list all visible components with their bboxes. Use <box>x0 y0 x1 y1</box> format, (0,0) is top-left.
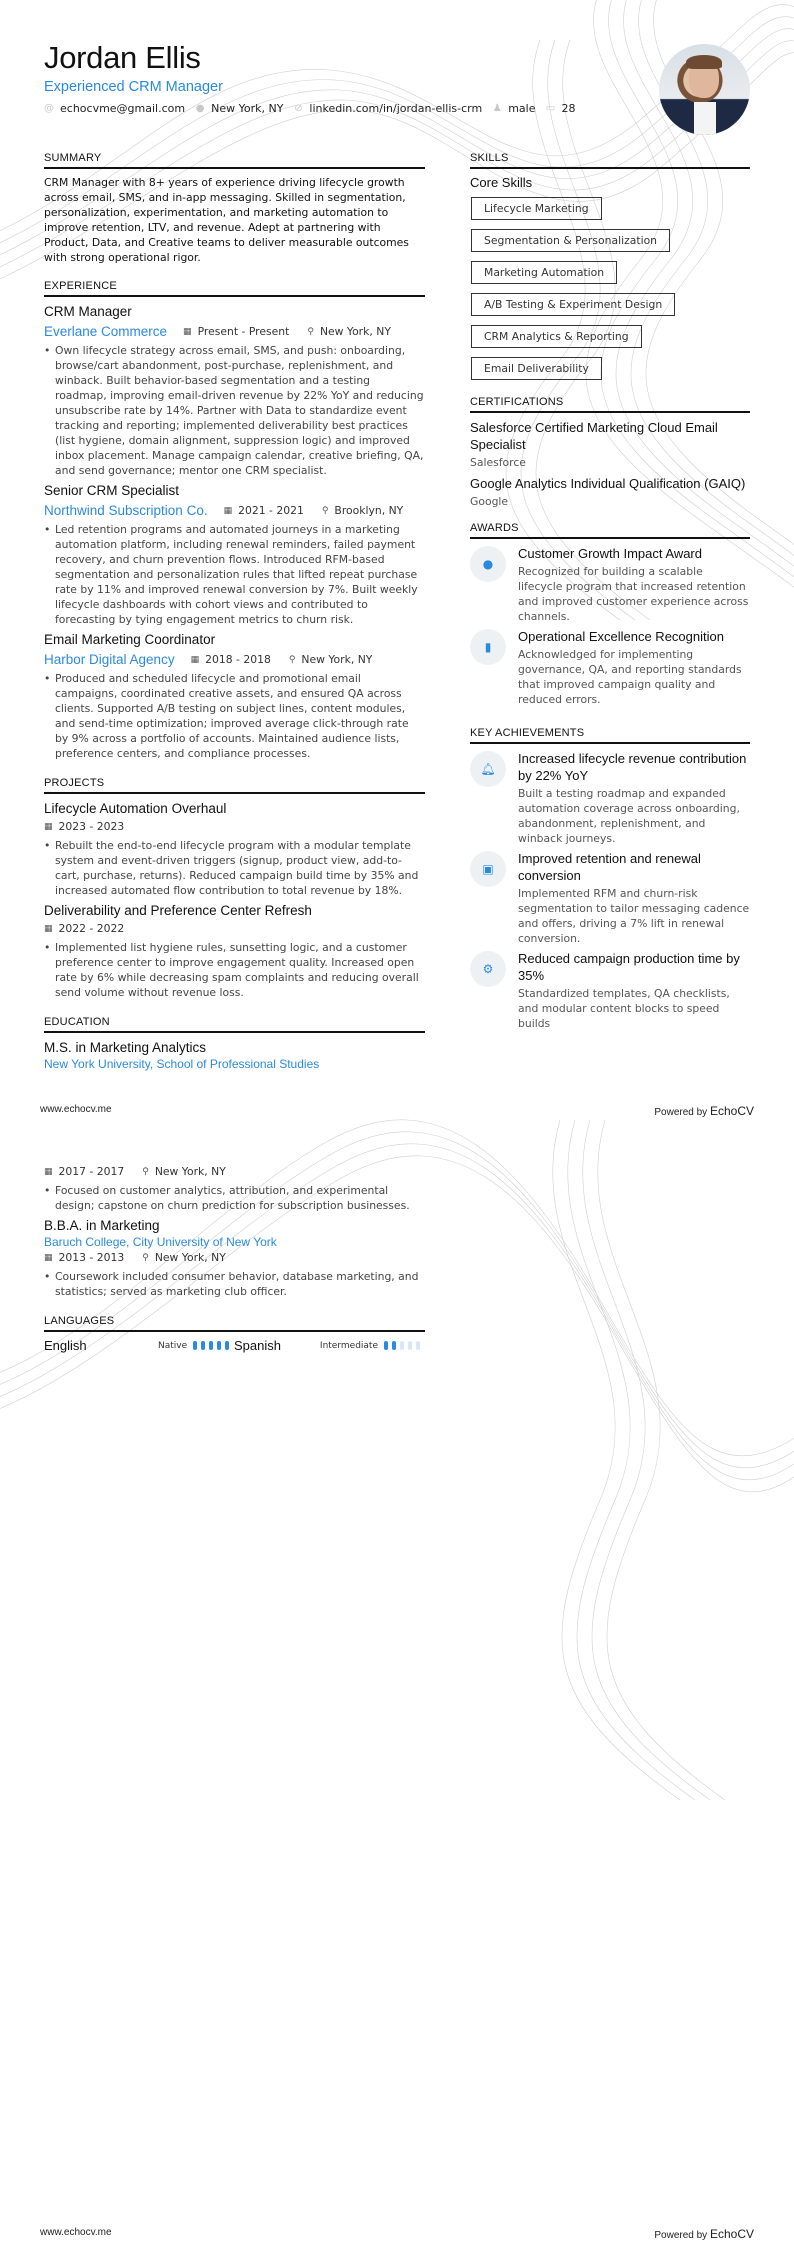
award-desc: Acknowledged for implementing governance, QA, and reporting standards that improved campaign quality and reduced errors. <box>518 648 742 706</box>
education-item <box>44 1217 425 1299</box>
contact-email[interactable] <box>44 102 185 115</box>
link-icon: ⊘ <box>294 103 303 114</box>
skill-tag: Lifecycle Marketing <box>471 197 602 220</box>
contact-location <box>195 102 283 115</box>
education-school: New York University, School of Professional Studies <box>44 1057 320 1071</box>
project-item <box>44 800 425 898</box>
section-heading: CERTIFICATIONS <box>470 396 750 413</box>
company-name: Everlane Commerce <box>44 324 168 339</box>
footer-website[interactable]: www.echocv.me <box>40 1104 112 1115</box>
calendar-icon: ▦ <box>44 1253 53 1263</box>
terminal-icon: ▣ <box>482 862 494 876</box>
achievement-title: Increased lifecycle revenue contribution by 22% YoY <box>518 751 747 783</box>
skill-tag: Email Deliverability <box>471 357 602 380</box>
cert-org: Salesforce <box>470 456 526 469</box>
summary-section <box>44 152 425 265</box>
job-bullet: • Own lifecycle strategy across email, SMS, and push: onboarding, browse/cart abandonment, post-purchase, replenishment, and winback. Built behavior-based segmentation and a testing roadmap, improving email-driven revenue by 22% YoY and reducing unsubscribe rate by 14%. Partner with Data to standardize event tracking and reporting; implemented deliverability best practices (list hygiene, domain alignment, suppression logic) and improved inbox placement. Manage campaign calendar, creative briefing, QA, and send governance; mentor one CRM specialist. <box>44 344 424 477</box>
calendar-icon: ▦ <box>44 924 53 934</box>
education-dates: 2017 - 2017 <box>58 1165 125 1178</box>
gear-icon: ⚙ <box>482 962 494 976</box>
languages-section <box>44 1315 425 1353</box>
section-heading: EXPERIENCE <box>44 280 425 297</box>
candidate-title: Experienced CRM Manager <box>44 79 223 95</box>
location-pin-icon: ● <box>195 103 205 114</box>
job-role: CRM Manager <box>44 304 132 319</box>
skill-tag: Marketing Automation <box>471 261 617 284</box>
job-role: Email Marketing Coordinator <box>44 632 216 647</box>
section-heading: EDUCATION <box>44 1016 425 1033</box>
project-title: Deliverability and Preference Center Refresh <box>44 903 312 918</box>
contact-gender-value: male <box>508 102 536 115</box>
award-desc: Recognized for building a scalable lifecycle program that increased retention and improved customer experience across channels. <box>518 565 749 623</box>
location-pin-icon: ⚲ <box>142 1253 149 1263</box>
job-role: Senior CRM Specialist <box>44 483 180 498</box>
job-dates: Present - Present <box>197 325 290 338</box>
education-bullet: • Focused on customer analytics, attribution, and experimental design; capstone on churn prediction for subscription businesses. <box>44 1184 410 1212</box>
award-item <box>470 628 750 707</box>
proficiency-pips <box>193 1341 233 1350</box>
skills-group-title: Core Skills <box>470 175 533 190</box>
location-pin-icon: ⚲ <box>142 1167 149 1177</box>
footer-brand: EchoCV <box>709 1104 754 1118</box>
education-location: New York, NY <box>154 1251 226 1264</box>
calendar-icon: ▦ <box>223 506 233 516</box>
section-heading: AWARDS <box>470 522 750 539</box>
experience-item <box>44 482 425 627</box>
profile-photo <box>659 44 750 135</box>
projects-section <box>44 777 425 1000</box>
skill-tag: A/B Testing & Experiment Design <box>471 293 675 316</box>
project-dates: 2023 - 2023 <box>58 820 125 833</box>
contact-email-value: echocvme@gmail.com <box>60 102 186 115</box>
job-bullet: • Produced and scheduled lifecycle and promotional email campaigns, coordinated creative assets, and ensured QA across clients. Supported A/B testing on subject lines, content modules, and send-time optimization; improved average click-through rate by 9% across a portfolio of accounts. Maintained audience lists, preference centers, and compliance processes. <box>44 672 409 760</box>
page-footer-2 <box>40 2227 754 2241</box>
language-item <box>234 1338 424 1353</box>
contact-gender <box>492 102 535 115</box>
left-column-page-2 <box>44 1163 425 1353</box>
calendar-icon: ▦ <box>183 327 192 337</box>
education-bullet: • Coursework included consumer behavior, database marketing, and statistics; served as marketing club officer. <box>44 1270 419 1298</box>
project-dates: 2022 - 2022 <box>58 922 125 935</box>
calendar-icon: ▦ <box>44 1167 53 1177</box>
experience-section <box>44 280 425 761</box>
bookmark-icon: ▮ <box>484 640 492 654</box>
job-dates: 2018 - 2018 <box>205 653 271 666</box>
contact-age <box>545 102 575 115</box>
experience-item <box>44 303 425 478</box>
job-location: New York, NY <box>301 653 373 666</box>
language-level: Intermediate <box>319 1340 378 1351</box>
award-title: Customer Growth Impact Award <box>518 546 702 561</box>
awards-section <box>470 522 750 707</box>
skills-section <box>470 152 750 386</box>
proficiency-pips <box>384 1341 424 1350</box>
calendar-icon: ▦ <box>190 655 200 665</box>
achievement-desc: Implemented RFM and churn-risk segmentation to tailor messaging cadence and offers, driving a 7% lift in renewal conversion. <box>518 887 750 945</box>
company-name: Northwind Subscription Co. <box>44 503 208 518</box>
achievement-item <box>470 750 750 846</box>
footer-brand: EchoCV <box>709 2227 754 2241</box>
skill-tag: CRM Analytics & Reporting <box>471 325 642 348</box>
section-heading: SKILLS <box>470 152 750 169</box>
award-item <box>470 545 750 624</box>
achievement-desc: Standardized templates, QA checklists, and modular content blocks to speed builds <box>518 987 730 1030</box>
section-heading: SUMMARY <box>44 152 425 169</box>
achievement-item <box>470 850 750 946</box>
footer-powered-by: Powered by <box>654 2230 708 2241</box>
project-title: Lifecycle Automation Overhaul <box>44 801 227 816</box>
contact-list <box>44 102 585 115</box>
footer-powered-by: Powered by <box>654 1107 708 1118</box>
skill-list <box>470 194 750 386</box>
location-pin-icon: ⚲ <box>307 327 314 337</box>
project-item <box>44 902 425 1000</box>
cert-title: Google Analytics Individual Qualification (GAIQ) <box>470 476 746 491</box>
bell-icon: 🔔︎ <box>480 762 496 776</box>
education-location: New York, NY <box>154 1165 226 1178</box>
skill-tag: Segmentation & Personalization <box>471 229 670 252</box>
section-heading: LANGUAGES <box>44 1315 425 1332</box>
candidate-name: Jordan Ellis <box>44 40 201 75</box>
right-column <box>470 152 750 1035</box>
certifications-section <box>470 396 750 508</box>
education-degree: B.B.A. in Marketing <box>44 1218 160 1233</box>
at-icon: @ <box>44 103 54 114</box>
language-level: Native <box>158 1340 188 1351</box>
achievement-item <box>470 950 750 1031</box>
language-item <box>44 1338 234 1353</box>
contact-linkedin[interactable] <box>293 102 482 115</box>
education-dates: 2013 - 2013 <box>58 1251 125 1264</box>
contact-location-value: New York, NY <box>211 102 284 115</box>
achievement-title: Reduced campaign production time by 35% <box>518 951 740 983</box>
left-column <box>44 152 425 1071</box>
calendar-icon: ▦ <box>44 822 53 832</box>
calendar-icon: ▭ <box>545 103 556 114</box>
location-pin-icon: ⚲ <box>321 506 329 516</box>
project-bullet: • Rebuilt the end-to-end lifecycle program with a modular template system and event-driven triggers (signup, product view, add-to-cart, purchase, returns). Reduced campaign build time by 35% and increased automated flow contribution to total revenue by 18%. <box>44 839 419 897</box>
job-bullet: • Led retention programs and automated journeys in a marketing automation platform, including renewal reminders, failed payment recovery, and churn prevention flows. Introduced RFM-based segmentation and personalization rules that lifted repeat purchase rate by 11% and improved renewal conversion by 7%. Built weekly lifecycle dashboards with cohort views and contributed to forecasting by tying engagement metrics to churn risk. <box>44 523 418 626</box>
experience-item <box>44 631 425 761</box>
job-location: New York, NY <box>319 325 391 338</box>
achievement-title: Improved retention and renewal conversion <box>518 851 701 883</box>
education-school: Baruch College, City University of New York <box>44 1235 277 1249</box>
cert-title: Salesforce Certified Marketing Cloud Email Specialist <box>470 420 718 452</box>
award-title: Operational Excellence Recognition <box>518 629 724 644</box>
project-bullet: • Implemented list hygiene rules, sunsetting logic, and a customer preference center to improve engagement quality. Increased open rate by 6% while decreasing spam complaints and reducing overall send volume without revenue loss. <box>44 941 419 999</box>
location-pin-icon: ⚲ <box>288 655 296 665</box>
language-name: English <box>44 1338 87 1353</box>
resume-header <box>44 40 585 115</box>
contact-linkedin-value: linkedin.com/in/jordan-ellis-crm <box>309 102 483 115</box>
section-heading: PROJECTS <box>44 777 425 794</box>
footer-website[interactable]: www.echocv.me <box>40 2227 112 2238</box>
job-dates: 2021 - 2021 <box>238 504 304 517</box>
page-footer <box>40 1104 754 1118</box>
summary-text: CRM Manager with 8+ years of experience driving lifecycle growth across email, SMS, and in-app messaging. Skilled in segmentation, personalization, experimentation, and marketing automation to improve retention, LTV, and revenue. Adept at partnering with Product, Data, and Creative teams to deliver measurable outcomes with strong operational rigor. <box>44 176 409 264</box>
achievements-section <box>470 727 750 1031</box>
contact-age-value: 28 <box>561 102 576 115</box>
chat-bubble-icon: ● <box>482 557 494 571</box>
education-section <box>44 1016 425 1071</box>
cert-org: Google <box>470 495 509 508</box>
job-location: Brooklyn, NY <box>334 504 404 517</box>
achievement-desc: Built a testing roadmap and expanded automation coverage across onboarding, abandonment, replenishment, and winback journeys. <box>518 787 740 845</box>
education-degree: M.S. in Marketing Analytics <box>44 1040 207 1055</box>
person-icon: ♟ <box>492 103 502 114</box>
company-name: Harbor Digital Agency <box>44 652 175 667</box>
section-heading: KEY ACHIEVEMENTS <box>470 727 750 744</box>
language-name: Spanish <box>234 1338 281 1353</box>
